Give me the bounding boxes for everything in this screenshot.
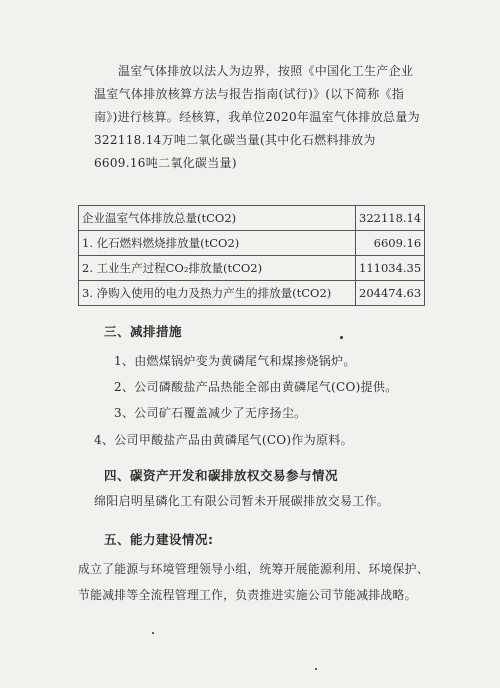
list-item: 3、公司矿石覆盖减少了无序扬尘。 bbox=[114, 406, 307, 420]
emissions-table bbox=[78, 205, 425, 306]
intro-paragraph: 温室气体排放以法人为边界，按照《中国化工生产企业温室气体排放核算方法与报告指南(试行)》(以下简称《指南》)进行核算。经核算，我单位2020年温室气体排放总量为322118.14万吨二氧化碳当量(其中化石燃料排放为6609.16吨二氧化碳当量) bbox=[94, 64, 420, 170]
scan-speck bbox=[152, 632, 154, 634]
section-text-carbon-trading: 绵阳启明星磷化工有限公司暂未开展碳排放交易工作。 bbox=[94, 494, 390, 508]
section-text-capacity-line1: 成立了能源与环境管理领导小组，统筹开展能源利用、环境保护、 bbox=[78, 562, 429, 576]
table-row bbox=[79, 256, 425, 281]
table-row bbox=[79, 206, 425, 231]
table-row bbox=[79, 231, 425, 256]
table-cell-value: 111034.35 bbox=[356, 256, 425, 281]
table-row bbox=[79, 281, 425, 306]
list-item: 2、公司磷酸盐产品热能全部由黄磷尾气(CO)提供。 bbox=[114, 380, 398, 394]
table-cell-label: 1. 化石燃料燃烧排放量(tCO2) bbox=[79, 231, 356, 256]
section-text-capacity-line2: 节能减排等全流程管理工作，负责推进实施公司节能减排战略。 bbox=[78, 588, 417, 602]
table-cell-value: 204474.63 bbox=[356, 281, 425, 306]
list-item: 1、由燃煤锅炉变为黄磷尾气和煤掺烧锅炉。 bbox=[114, 354, 356, 368]
list-item: 4、公司甲酸盐产品由黄磷尾气(CO)作为原料。 bbox=[94, 433, 353, 447]
table-cell-value: 6609.16 bbox=[356, 231, 425, 256]
section-heading-carbon-trading: 四、碳资产开发和碳排放权交易参与情况 bbox=[104, 468, 339, 483]
section-heading-reduction: 三、减排措施 bbox=[104, 324, 183, 339]
scan-speck bbox=[340, 336, 343, 339]
section-heading-capacity: 五、能力建设情况: bbox=[104, 532, 214, 547]
scan-speck bbox=[315, 668, 317, 670]
table-cell-label: 3. 净购入使用的电力及热力产生的排放量(tCO2) bbox=[79, 281, 356, 306]
table-cell-label: 2. 工业生产过程CO₂排放量(tCO2) bbox=[79, 256, 356, 281]
table-cell-label: 企业温室气体排放总量(tCO2) bbox=[79, 206, 356, 231]
table-cell-value: 322118.14 bbox=[356, 206, 425, 231]
